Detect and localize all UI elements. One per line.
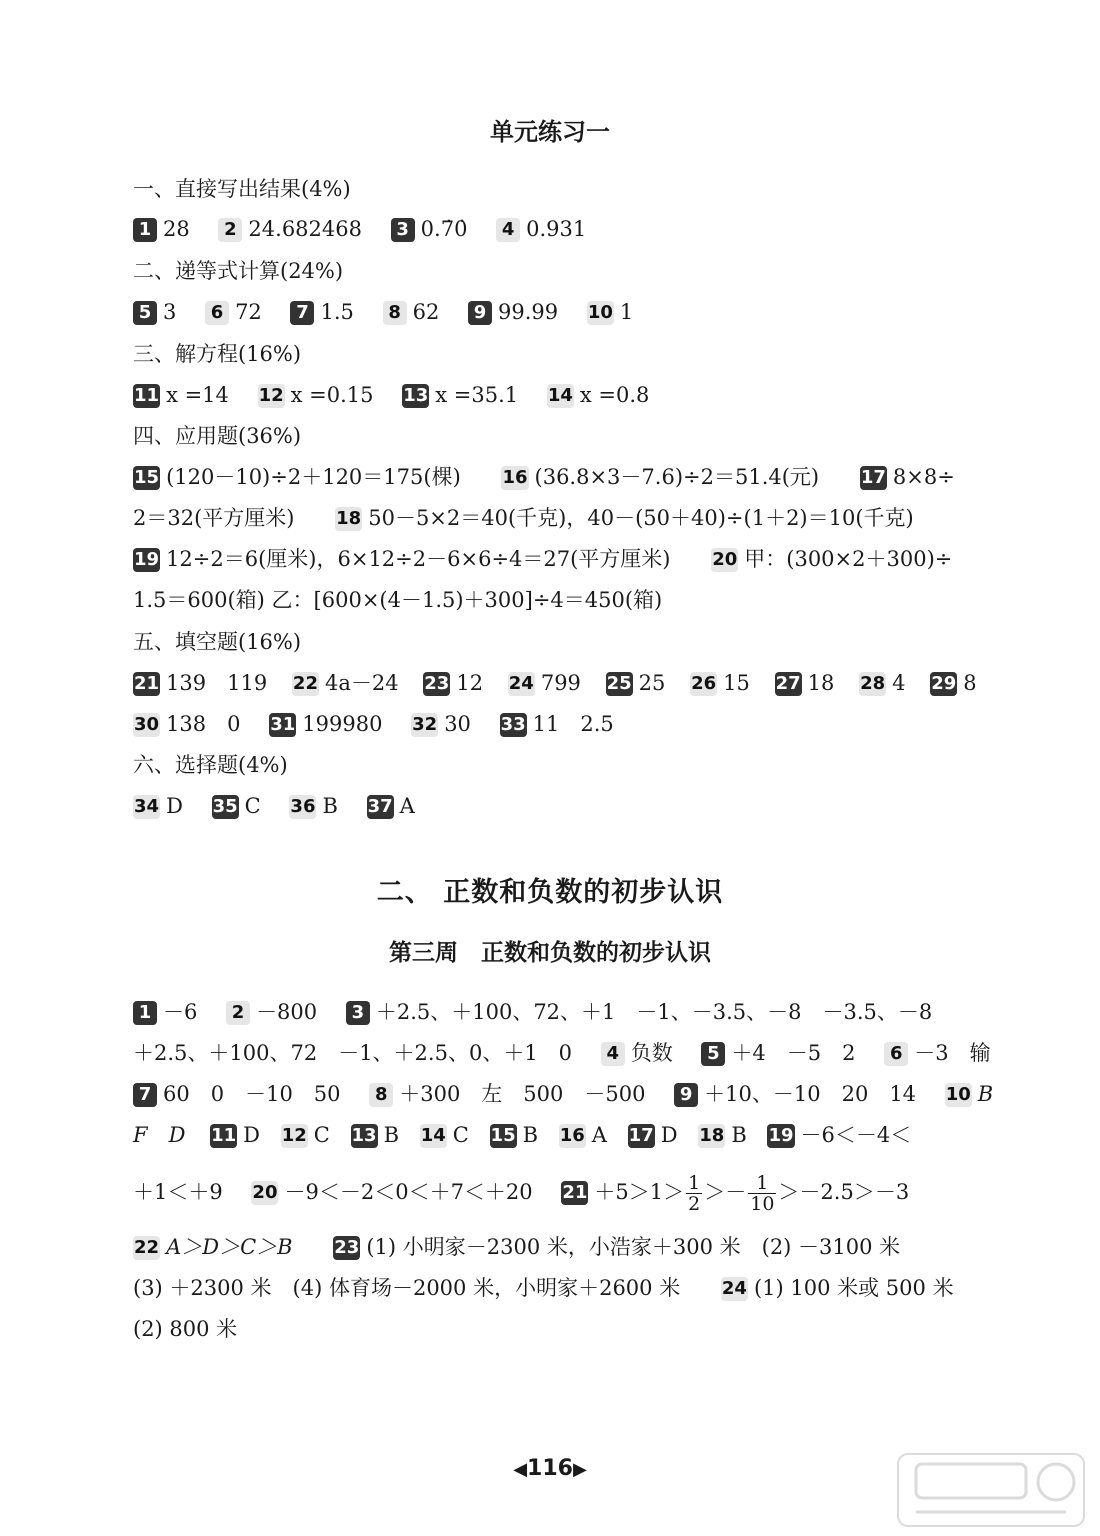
answer-text: 62 <box>412 300 440 324</box>
question-number: 36 <box>290 796 316 817</box>
question-number: 26 <box>691 673 717 694</box>
question-number: 8 <box>383 301 407 325</box>
answer-item <box>269 709 382 739</box>
answer-text: C <box>313 1123 330 1147</box>
question-number: 9 <box>468 301 492 325</box>
question-number: 27 <box>775 673 801 694</box>
question-number: 18 <box>336 508 362 529</box>
answer-text: ＞－2.5＞－3 <box>778 1180 910 1204</box>
question-number: 14 <box>547 385 573 406</box>
answer-row-4b <box>133 503 1023 533</box>
answer-text: 3 <box>163 300 177 324</box>
answer-text: 1 <box>619 300 634 324</box>
answer-item <box>587 297 633 327</box>
question-number: 30 <box>134 714 160 735</box>
answer-row-2 <box>133 297 1023 327</box>
answer-item <box>133 462 461 492</box>
answer-item <box>133 1079 341 1109</box>
section-heading: 六、选择题(4%) <box>133 753 288 777</box>
answer-item <box>351 1120 400 1150</box>
answer-text: (3) ＋2300 米 (4) 体育场－2000 米，小明家＋2600 米 <box>133 1276 681 1300</box>
answer-item <box>601 1038 673 1068</box>
answer-item <box>212 791 261 821</box>
answer-row-6 <box>133 791 1023 821</box>
answer-text: 15 <box>723 671 750 695</box>
answer-item <box>501 462 819 492</box>
answer-item <box>945 1079 994 1109</box>
question-number: 34 <box>134 796 160 817</box>
answer-text: x =14 <box>166 383 229 407</box>
answer-item <box>383 297 440 327</box>
question-number: 10 <box>587 302 613 323</box>
answer-text: 28 <box>163 217 190 241</box>
week-answer-row-4 <box>133 1120 1023 1150</box>
answer-text: －9＜－2＜0＜＋7＜＋20 <box>284 1180 533 1204</box>
answer-item <box>133 668 267 698</box>
question-number: 29 <box>931 673 957 694</box>
question-number: 15 <box>134 467 160 488</box>
question-number: 20 <box>712 549 738 570</box>
answer-text: 2＝32(平方厘米) <box>133 506 295 530</box>
answer-text: (1) 小明家－2300 米，小浩家＋300 米 (2) －3100 米 <box>366 1235 901 1259</box>
section-heading: 四、应用题(36%) <box>133 424 302 448</box>
answer-text: 8×8÷ <box>892 465 955 489</box>
week-answer-row-6 <box>133 1232 1023 1262</box>
answer-text: ＋5＞1＞ <box>594 1180 685 1204</box>
answer-item <box>402 380 518 410</box>
answer-item <box>411 709 471 739</box>
answer-text: 负数 <box>630 1041 673 1065</box>
answer-text: B <box>383 1123 400 1147</box>
answer-text: x =35.1 <box>435 383 519 407</box>
question-number: 4 <box>601 1042 625 1066</box>
answer-item <box>369 1079 645 1109</box>
answer-item <box>500 709 614 739</box>
question-number: 37 <box>367 796 393 817</box>
question-number: 18 <box>699 1125 725 1146</box>
question-number: 12 <box>258 385 284 406</box>
answer-item <box>133 544 671 574</box>
question-number: 16 <box>502 467 528 488</box>
question-number: 7 <box>290 301 314 325</box>
answer-text: 138 0 <box>166 712 241 736</box>
answer-text: B <box>977 1082 994 1106</box>
answer-item <box>367 791 415 821</box>
question-number: 3 <box>346 1001 370 1025</box>
question-number: 23 <box>334 1237 360 1258</box>
answer-text: 0.7̇0̇ <box>420 217 468 241</box>
section-heading: 一、直接写出结果(4%) <box>133 177 351 201</box>
answer-text: 139 119 <box>166 671 268 695</box>
question-number: 6 <box>205 301 229 325</box>
page-number-text: 116 <box>527 1456 573 1481</box>
answer-row-4a <box>133 462 1023 492</box>
answer-item <box>281 1120 330 1150</box>
answer-text: 11 2.5 <box>532 712 614 736</box>
answer-item <box>468 297 558 327</box>
question-number: 28 <box>860 673 886 694</box>
answer-text: －6 <box>163 1000 198 1024</box>
answer-item <box>420 1120 469 1150</box>
answer-text: B <box>731 1123 747 1147</box>
answer-item <box>930 668 976 698</box>
answer-text: A <box>399 794 415 818</box>
question-number: 6 <box>884 1042 908 1066</box>
answer-text: 24.682468 <box>248 217 362 241</box>
question-number: 17 <box>860 467 886 488</box>
answer-item <box>391 214 468 244</box>
question-number: 3 <box>391 218 415 242</box>
answer-text: 30 <box>444 712 471 736</box>
answer-text: ＞－ <box>704 1180 747 1204</box>
question-number: 19 <box>134 549 160 570</box>
watermark-logo <box>896 1452 1086 1528</box>
answer-text: 甲：(300×2＋300)÷ <box>744 547 953 571</box>
answer-text: 1.5 <box>320 300 354 324</box>
question-number: 31 <box>270 714 296 735</box>
question-number: 5 <box>133 301 157 325</box>
week-answer-row-1 <box>133 997 1023 1027</box>
answer-text: C <box>452 1123 469 1147</box>
answer-text: 99.99 <box>498 300 559 324</box>
question-number: 32 <box>412 714 438 735</box>
answer-text: －800 <box>256 1000 318 1024</box>
section-heading: 五、填空题(16%) <box>133 630 302 654</box>
answer-text: ＋2.5、＋100、72、＋1 －1、－3.5、－8 －3.5、－8 <box>375 1000 933 1024</box>
answer-item <box>205 297 262 327</box>
question-number: 9 <box>674 1083 698 1107</box>
answer-item <box>133 1232 293 1262</box>
answer-item <box>859 668 905 698</box>
answer-text: ＋2.5、＋100、72 －1、＋2.5、0、＋1 0 <box>133 1041 573 1065</box>
fraction-denominator: 10 <box>750 1193 775 1215</box>
answer-item <box>133 297 176 327</box>
section-heading: 二、递等式计算(24%) <box>133 259 344 283</box>
answer-text: (120－10)÷2＋120＝175(棵) <box>166 465 461 489</box>
answer-item <box>133 380 229 410</box>
answer-item <box>775 668 835 698</box>
answer-text: －6＜－4＜ <box>800 1123 912 1147</box>
answer-item <box>251 1170 532 1214</box>
question-number: 14 <box>420 1125 446 1146</box>
week-title: 第三周 正数和负数的初步认识 <box>389 940 711 966</box>
question-number: 17 <box>628 1125 654 1146</box>
answer-text: 0.931 <box>526 217 587 241</box>
answer-item <box>711 544 952 574</box>
question-number: 23 <box>424 673 450 694</box>
chapter-title: 二、 正数和负数的初步认识 <box>376 877 724 908</box>
fraction-numerator: 1 <box>756 1172 769 1194</box>
week-answer-row-2 <box>133 1038 1023 1068</box>
question-number: 5 <box>701 1042 725 1066</box>
answer-item <box>698 1120 747 1150</box>
section-heading: 三、解方程(16%) <box>133 342 302 366</box>
answer-item <box>559 1120 607 1150</box>
answer-row-5b <box>133 709 1023 739</box>
answer-text: C <box>244 794 261 818</box>
question-number: 25 <box>606 673 632 694</box>
right-triangle-icon: ▶ <box>572 1459 587 1480</box>
answer-row-4c <box>133 544 1023 574</box>
answer-text: 60 0 －10 50 <box>163 1082 341 1106</box>
answer-text: 4 <box>892 671 906 695</box>
question-number: 2 <box>218 218 242 242</box>
answer-item <box>289 791 338 821</box>
week-answer-row-5 <box>133 1170 1023 1214</box>
answer-item <box>258 380 374 410</box>
answer-item <box>133 214 190 244</box>
answer-item <box>496 214 586 244</box>
question-number: 22 <box>134 1237 160 1258</box>
answer-text: 50－5×2＝40(千克)，40－(50＋40)÷(1＋2)＝10(千克) <box>368 506 914 530</box>
answer-item <box>547 380 650 410</box>
question-number: 21 <box>134 673 160 694</box>
question-number: 8 <box>369 1083 393 1107</box>
answer-text: ＋10、－10 20 14 <box>704 1082 917 1106</box>
answer-item <box>210 1120 260 1150</box>
week-answer-row-3 <box>133 1079 1023 1109</box>
answer-item <box>721 1273 954 1303</box>
question-number: 24 <box>721 1278 747 1299</box>
answer-item <box>133 791 183 821</box>
fraction-one-tenth <box>748 1173 776 1214</box>
answer-item <box>884 1038 990 1068</box>
answer-item <box>346 997 932 1027</box>
answer-text: 72 <box>235 300 262 324</box>
answer-item <box>606 668 666 698</box>
answer-text: x =0.8 <box>579 383 650 407</box>
answer-text: 25 <box>638 671 666 695</box>
question-number: 15 <box>490 1125 516 1146</box>
fraction-denominator: 2 <box>688 1193 701 1215</box>
answer-text: 4a－24 <box>324 671 399 695</box>
answer-row-1 <box>133 214 1023 244</box>
answer-row-4d: 1.5＝600(箱) 乙：[600×(4－1.5)＋300]÷4＝450(箱) <box>133 588 663 612</box>
question-number: 1 <box>133 1001 157 1025</box>
answer-item <box>767 1120 911 1150</box>
answer-text: －3 输 <box>914 1041 991 1065</box>
question-number: 12 <box>281 1125 307 1146</box>
answer-text: 18 <box>807 671 835 695</box>
answer-item <box>701 1038 855 1068</box>
answer-text: 799 <box>540 671 581 695</box>
answer-text: (1) 100 米或 500 米 <box>753 1276 954 1300</box>
answer-row-3 <box>133 380 1023 410</box>
answer-text: ＋1＜＋9 <box>133 1180 223 1204</box>
answer-item <box>335 503 914 533</box>
answer-text: D <box>660 1123 678 1147</box>
answer-item <box>292 668 399 698</box>
answer-text: 12 <box>456 671 484 695</box>
answer-text: (36.8×3－7.6)÷2＝51.4(元) <box>534 465 820 489</box>
question-number: 4 <box>496 218 520 242</box>
question-number: 13 <box>351 1125 377 1146</box>
answer-item <box>860 462 955 492</box>
answer-text: 12÷2＝6(厘米)，6×12÷2－6×6÷4＝27(平方厘米) <box>166 547 671 571</box>
fraction-one-half <box>686 1173 702 1214</box>
answer-text: ＋4 －5 2 <box>731 1041 856 1065</box>
answer-item <box>561 1170 909 1214</box>
left-triangle-icon: ◀ <box>513 1459 528 1480</box>
question-number: 20 <box>252 1182 278 1203</box>
fraction-numerator: 1 <box>688 1172 701 1194</box>
answer-item <box>490 1120 539 1150</box>
question-number: 10 <box>945 1084 971 1105</box>
answer-text: F D <box>133 1123 186 1147</box>
answer-item <box>218 214 362 244</box>
answer-item <box>674 1079 916 1109</box>
question-number: 19 <box>768 1125 794 1146</box>
answer-text: x =0.15 <box>290 383 374 407</box>
week-answer-row-7 <box>133 1273 1023 1303</box>
answer-item <box>628 1120 678 1150</box>
question-number: 11 <box>211 1125 237 1146</box>
question-number: 1 <box>133 218 157 242</box>
question-number: 11 <box>134 385 160 406</box>
answer-text: B <box>522 1123 539 1147</box>
question-number: 33 <box>500 714 526 735</box>
answer-text: A＞D＞C＞B <box>166 1235 293 1259</box>
question-number: 24 <box>508 673 534 694</box>
answer-row-5a <box>133 668 1023 698</box>
answer-item <box>333 1232 900 1262</box>
week-answer-row-8: (2) 800 米 <box>133 1317 238 1341</box>
answer-item <box>133 997 197 1027</box>
question-number: 7 <box>133 1083 157 1107</box>
answer-item <box>290 297 353 327</box>
answer-item <box>133 709 241 739</box>
answer-text: D <box>166 794 183 818</box>
answer-item <box>690 668 750 698</box>
answer-text: ＋300 左 500 －500 <box>399 1082 646 1106</box>
question-number: 35 <box>212 796 238 817</box>
answer-text: A <box>591 1123 607 1147</box>
question-number: 2 <box>226 1001 250 1025</box>
question-number: 22 <box>292 673 318 694</box>
answer-item <box>226 997 317 1027</box>
answer-text: 199980 <box>302 712 383 736</box>
answer-text: B <box>322 794 338 818</box>
answer-text: 8 <box>963 671 977 695</box>
question-number: 13 <box>403 385 429 406</box>
question-number: 21 <box>562 1182 588 1203</box>
answer-item <box>423 668 483 698</box>
unit-exercise-title: 单元练习一 <box>490 118 610 146</box>
answer-item <box>508 668 581 698</box>
answer-text: D <box>243 1123 261 1147</box>
question-number: 16 <box>559 1125 585 1146</box>
